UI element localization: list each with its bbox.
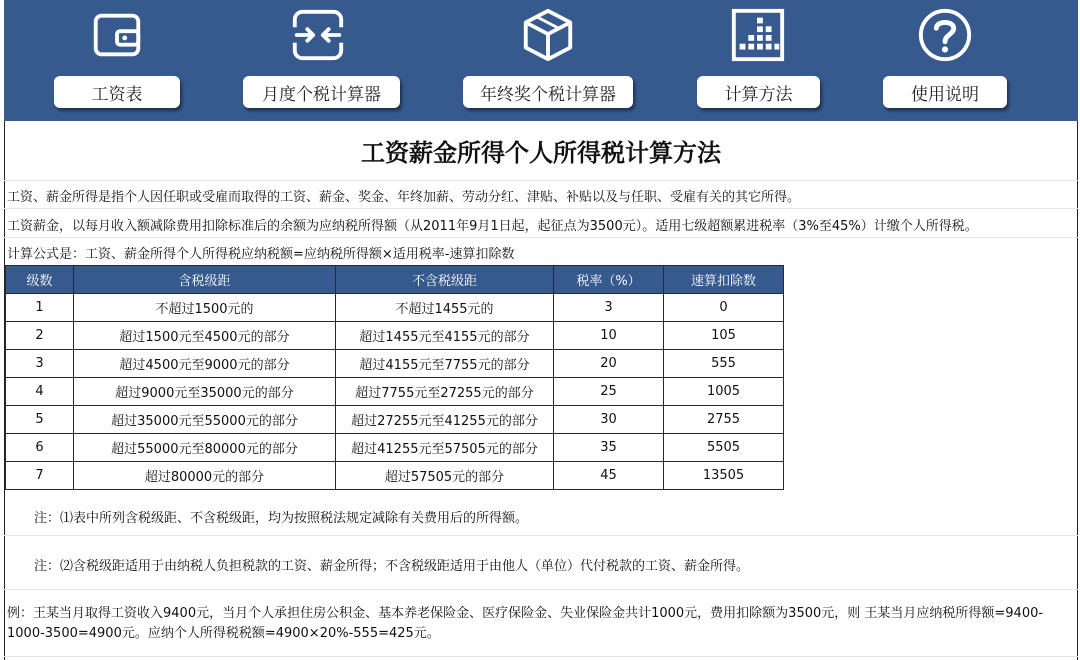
row-divider [4,180,1078,181]
nav-item-salary-sheet [54,0,180,121]
table-row [6,322,784,350]
cell-level[interactable]: 6 [6,434,74,462]
cell-taxable-range[interactable]: 超过80000元的部分 [74,462,336,490]
cell-quick-deduction[interactable]: 105 [664,322,784,350]
cell-non-taxable-range[interactable]: 超过41255元至57505元的部分 [336,434,554,462]
instructions-button[interactable]: 使用说明 [883,76,1007,108]
row-divider [4,535,1078,536]
cell-tax-rate[interactable]: 10 [554,322,664,350]
cell-level[interactable]: 5 [6,406,74,434]
cell-quick-deduction[interactable]: 1005 [664,378,784,406]
cell-non-taxable-range[interactable]: 超过7755元至27255元的部分 [336,378,554,406]
calculation-method-sheet [4,121,1078,660]
table-row [6,378,784,406]
grid-chart-icon[interactable] [728,5,788,65]
definition-paragraph: 工资、薪金所得是指个人因任职或受雇而取得的工资、薪金、奖金、年终加薪、劳动分红、津贴、补贴以及与任职、受雇有关的其它所得。 [7,190,801,205]
header-level: 级数 [6,266,74,294]
cell-non-taxable-range[interactable]: 超过1455元至4155元的部分 [336,322,554,350]
cell-non-taxable-range[interactable]: 超过4155元至7755元的部分 [336,350,554,378]
note-taxable-range: 注：⑴表中所列含税级距、不含税级距，均为按照税法规定减除有关费用后的所得额。 [34,511,529,526]
calculation-method-button[interactable]: 计算方法 [697,76,820,108]
table-row [6,294,784,322]
frame-right-border [1077,121,1078,660]
cell-taxable-range[interactable]: 超过4500元至9000元的部分 [74,350,336,378]
cell-taxable-range[interactable]: 超过9000元至35000元的部分 [74,378,336,406]
transfer-arrows-icon[interactable] [288,5,348,65]
header-quick-deduction: 速算扣除数 [664,266,784,294]
cell-level[interactable]: 2 [6,322,74,350]
cell-quick-deduction[interactable]: 0 [664,294,784,322]
cell-non-taxable-range[interactable]: 超过57505元的部分 [336,462,554,490]
cell-tax-rate[interactable]: 35 [554,434,664,462]
cell-level[interactable]: 7 [6,462,74,490]
question-icon[interactable] [915,5,975,65]
row-divider [4,656,1078,657]
page-title: 工资薪金所得个人所得税计算方法 [361,139,721,167]
cell-quick-deduction[interactable]: 2755 [664,406,784,434]
header-non-taxable-range: 不含税级距 [336,266,554,294]
cell-tax-rate[interactable]: 20 [554,350,664,378]
cell-quick-deduction[interactable]: 5505 [664,434,784,462]
table-row [6,350,784,378]
example-paragraph: 例：王某当月取得工资收入9400元，当月个人承担住房公积金、基本养老保险金、医疗保险金、失业保险金共计1000元，费用扣除额为3500元，则 王某当月应纳税所得额=9400-1000-3500=4900元。应纳个人所得税税额=4900×20%-555=425元。 [7,606,1044,641]
cell-non-taxable-range[interactable]: 超过27255元至41255元的部分 [336,406,554,434]
cell-taxable-range[interactable]: 不超过1500元的 [74,294,336,322]
top-nav-bar [4,0,1078,121]
nav-item-monthly-tax [243,0,400,121]
nav-item-calculation-method [697,0,820,121]
row-divider [4,589,1078,590]
wallet-icon[interactable] [87,5,147,65]
row-divider [4,208,1078,209]
cell-tax-rate[interactable]: 3 [554,294,664,322]
header-tax-rate: 税率（%） [554,266,664,294]
table-row [6,462,784,490]
header-taxable-range: 含税级距 [74,266,336,294]
threshold-paragraph: 工资薪金，以每月收入额减除费用扣除标准后的余额为应纳税所得额（从2011年9月1日起，起征点为3500元）。适用七级超额累进税率（3%至45%）计缴个人所得税。 [7,219,978,234]
cell-quick-deduction[interactable]: 13505 [664,462,784,490]
nav-item-instructions [883,0,1007,121]
cell-taxable-range[interactable]: 超过35000元至55000元的部分 [74,406,336,434]
cell-quick-deduction[interactable]: 555 [664,350,784,378]
cell-tax-rate[interactable]: 30 [554,406,664,434]
cell-level[interactable]: 3 [6,350,74,378]
table-row [6,406,784,434]
table-header-row [6,266,784,294]
tax-rate-table [5,265,784,490]
note-non-taxable-range: 注：⑵含税级距适用于由纳税人负担税款的工资、薪金所得；不含税级距适用于由他人（单位）代付税款的工资、薪金所得。 [34,559,750,574]
salary-sheet-button[interactable]: 工资表 [54,76,180,108]
table-row [6,434,784,462]
cell-tax-rate[interactable]: 45 [554,462,664,490]
cell-non-taxable-range[interactable]: 不超过1455元的 [336,294,554,322]
annual-bonus-tax-calculator-button[interactable]: 年终奖个税计算器 [463,76,633,108]
cell-taxable-range[interactable]: 超过55000元至80000元的部分 [74,434,336,462]
cell-tax-rate[interactable]: 25 [554,378,664,406]
cell-level[interactable]: 4 [6,378,74,406]
formula-paragraph: 计算公式是：工资、薪金所得个人所得税应纳税额=应纳税所得额×适用税率-速算扣除数 [7,247,515,262]
package-box-icon[interactable] [518,5,578,65]
cell-taxable-range[interactable]: 超过1500元至4500元的部分 [74,322,336,350]
row-divider [4,237,1078,238]
cell-level[interactable]: 1 [6,294,74,322]
nav-item-annual-bonus-tax [463,0,633,121]
monthly-tax-calculator-button[interactable]: 月度个税计算器 [243,76,400,108]
